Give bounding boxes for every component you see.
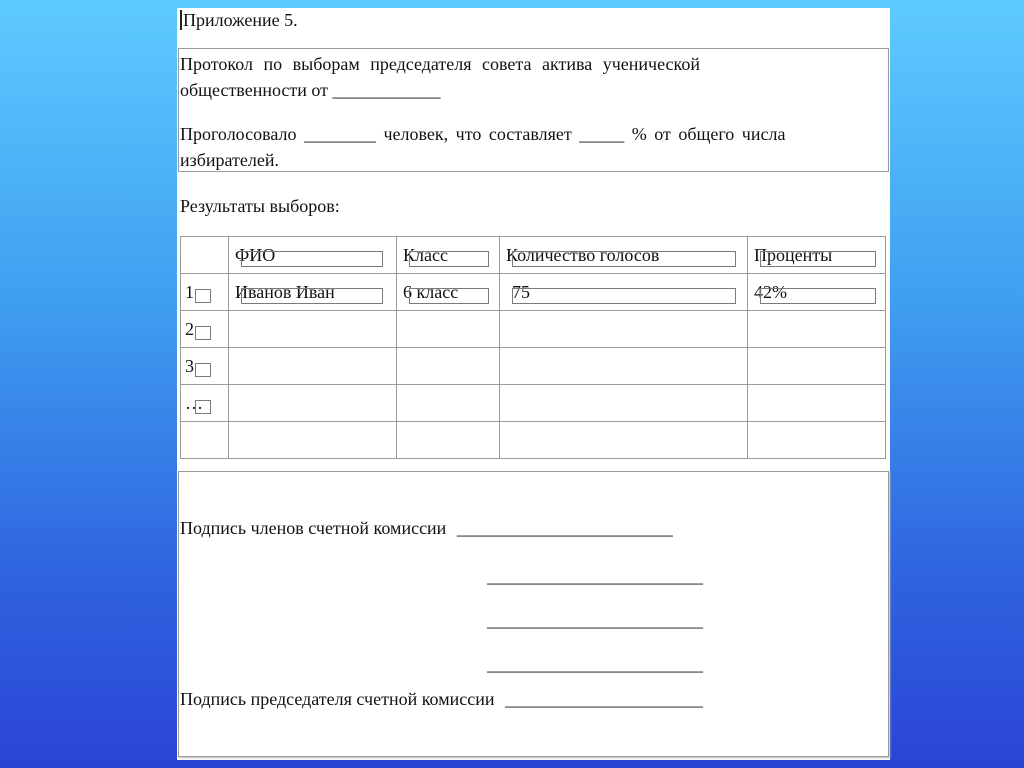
members-signature-row bbox=[180, 518, 673, 539]
fio-cell bbox=[229, 385, 397, 422]
row-number-cell bbox=[181, 348, 229, 385]
class-cell bbox=[397, 311, 500, 348]
percent-cell bbox=[748, 348, 886, 385]
fio-value: Иванов Иван bbox=[235, 282, 335, 302]
signature-line: ________________________ bbox=[487, 654, 703, 674]
table-header-row bbox=[181, 237, 886, 274]
fio-cell bbox=[229, 422, 397, 459]
header-votes: Количество голосов bbox=[506, 245, 660, 265]
header-cell-percent bbox=[748, 237, 886, 274]
percent-cell bbox=[748, 311, 886, 348]
field-frame bbox=[760, 251, 876, 267]
chairman-label: Подпись председателя счетной комиссии bbox=[180, 689, 495, 709]
percent-cell bbox=[748, 422, 886, 459]
table-row bbox=[181, 422, 886, 459]
class-cell bbox=[397, 422, 500, 459]
field-frame bbox=[195, 326, 211, 340]
field-frame bbox=[195, 289, 211, 303]
field-frame bbox=[760, 288, 876, 304]
signature-line: ________________________ bbox=[456, 518, 673, 538]
signature-line: ________________________ bbox=[487, 610, 703, 630]
fio-cell bbox=[229, 348, 397, 385]
voted-line-1: Проголосовало ________ человек, что составляет _____ % от общего числа bbox=[180, 124, 786, 144]
voted-line-2: избирателей. bbox=[180, 150, 280, 170]
field-frame bbox=[195, 400, 211, 414]
field-frame bbox=[241, 251, 383, 267]
header-class: Класс bbox=[403, 245, 448, 265]
chairman-signature-row bbox=[180, 689, 703, 710]
class-value: 6 класс bbox=[403, 282, 459, 302]
fio-cell bbox=[229, 274, 397, 311]
header-fio: ФИО bbox=[235, 245, 276, 265]
votes-cell bbox=[500, 385, 748, 422]
field-frame bbox=[195, 363, 211, 377]
class-cell bbox=[397, 348, 500, 385]
field-frame bbox=[409, 251, 489, 267]
protocol-line-1 bbox=[180, 54, 885, 74]
row-number-cell bbox=[181, 311, 229, 348]
row-number-cell bbox=[181, 385, 229, 422]
row-number: … bbox=[185, 393, 203, 413]
votes-cell bbox=[500, 422, 748, 459]
row-number-cell bbox=[181, 422, 229, 459]
percent-value: 42% bbox=[754, 282, 787, 302]
header-cell-votes bbox=[500, 237, 748, 274]
class-cell bbox=[397, 385, 500, 422]
row-number-cell bbox=[181, 274, 229, 311]
signature-line: ________________________ bbox=[487, 566, 703, 586]
field-frame bbox=[512, 251, 736, 267]
results-heading: Результаты выборов: bbox=[180, 196, 340, 216]
votes-value: 75 bbox=[512, 282, 530, 302]
class-cell bbox=[397, 274, 500, 311]
protocol-line-2: общественности от ____________ bbox=[180, 80, 441, 100]
header-cell-class bbox=[397, 237, 500, 274]
protocol-line-1-text: Протокол по выборам председателя совета актива ученической bbox=[180, 54, 700, 74]
signature-line: ______________________ bbox=[504, 689, 703, 709]
header-percent: Проценты bbox=[754, 245, 833, 265]
percent-cell bbox=[748, 274, 886, 311]
field-frame bbox=[241, 288, 383, 304]
table-row bbox=[181, 385, 886, 422]
votes-cell bbox=[500, 274, 748, 311]
appendix-title: Приложение 5. bbox=[180, 10, 298, 30]
row-number: 1 bbox=[185, 282, 194, 302]
votes-cell bbox=[500, 348, 748, 385]
percent-cell bbox=[748, 385, 886, 422]
results-table bbox=[180, 236, 886, 459]
table-row bbox=[181, 348, 886, 385]
field-frame bbox=[512, 288, 736, 304]
table-row bbox=[181, 311, 886, 348]
header-cell-fio bbox=[229, 237, 397, 274]
row-number: 2 bbox=[185, 319, 194, 339]
row-number: 3 bbox=[185, 356, 194, 376]
field-frame bbox=[409, 288, 489, 304]
document-page bbox=[177, 8, 890, 760]
fio-cell bbox=[229, 311, 397, 348]
table-row bbox=[181, 274, 886, 311]
header-cell-number bbox=[181, 237, 229, 274]
votes-cell bbox=[500, 311, 748, 348]
members-label: Подпись членов счетной комиссии bbox=[180, 518, 447, 538]
